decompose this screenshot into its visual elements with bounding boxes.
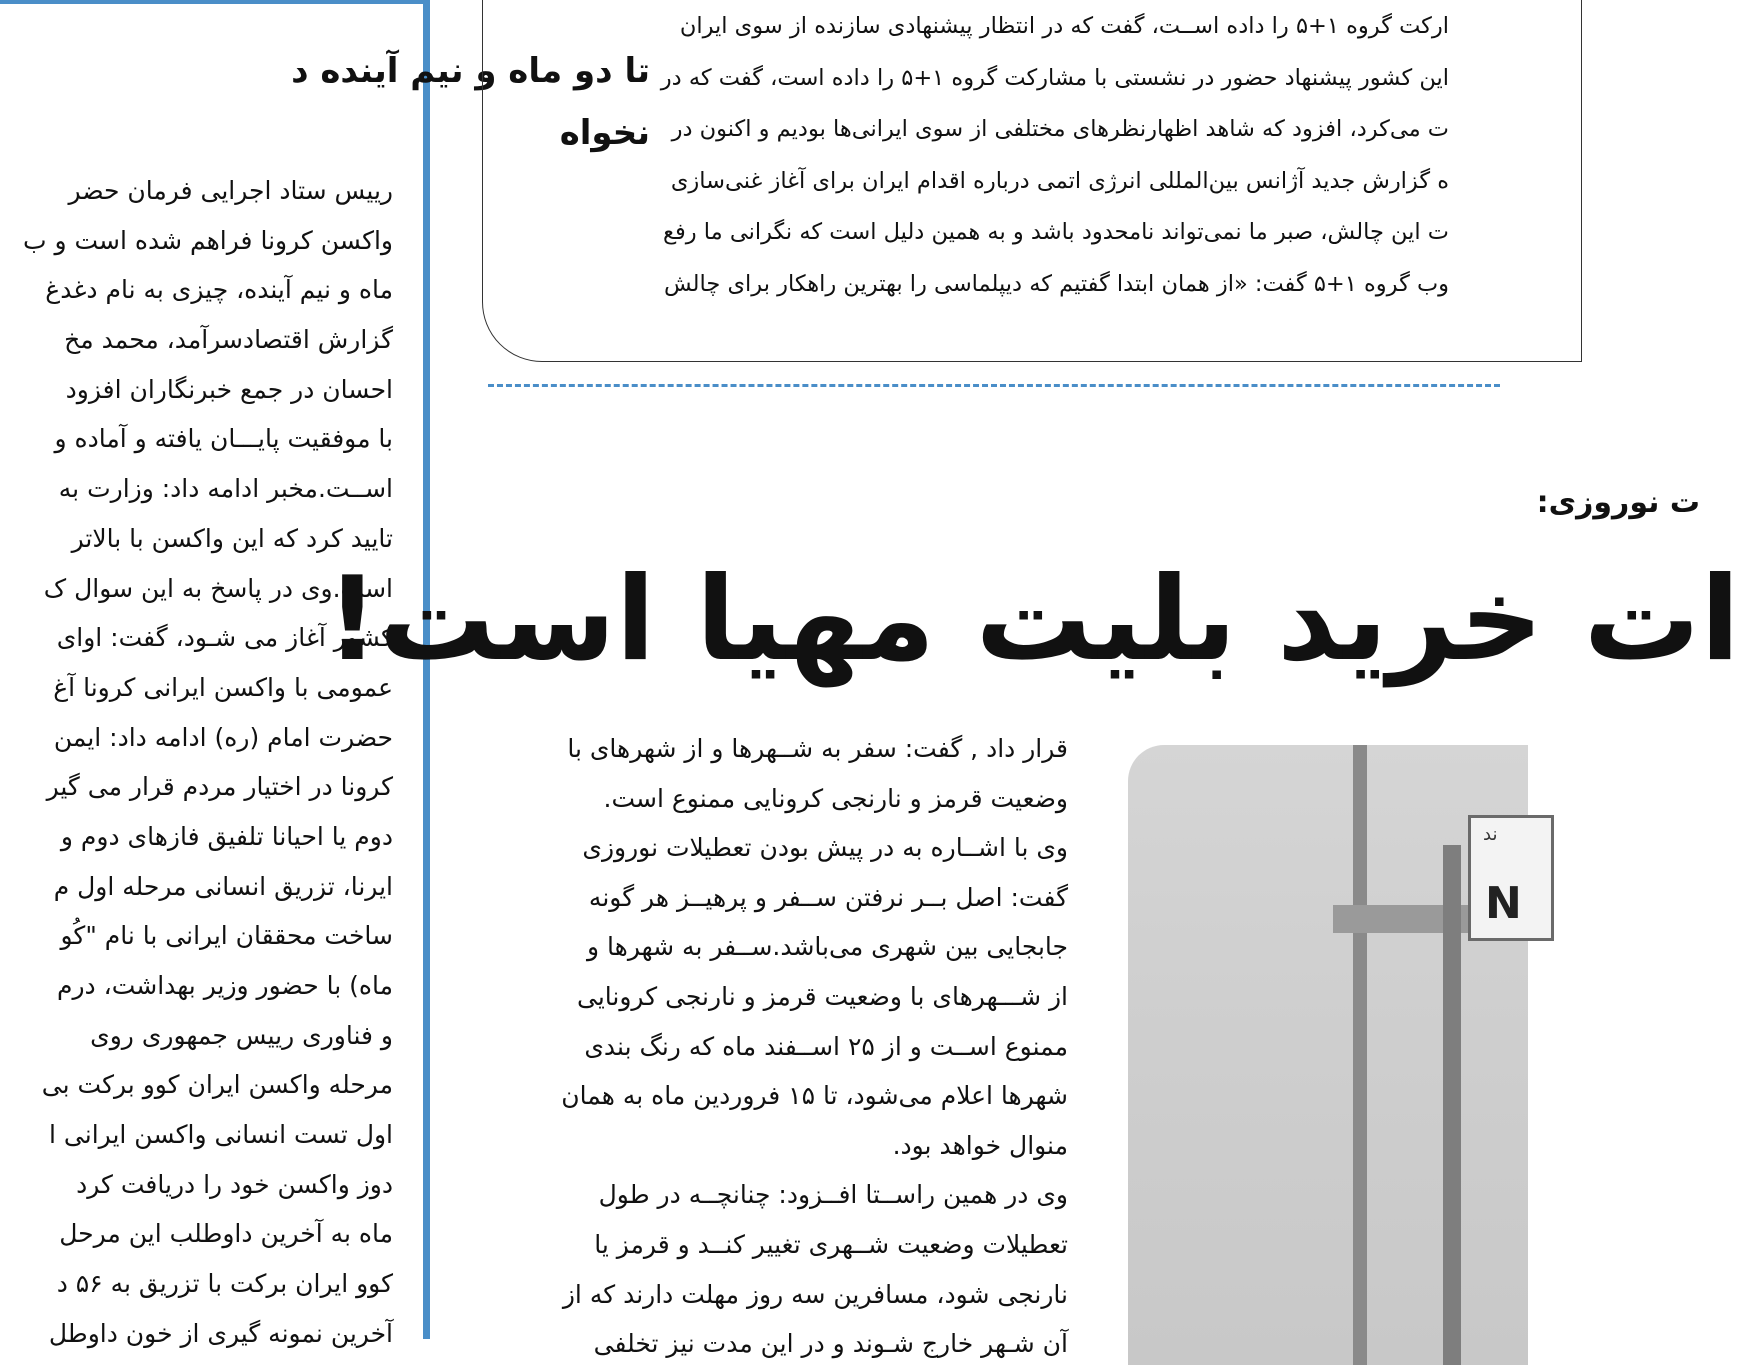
sidebar-line: ایرنا، تزریق انسانی مرحله اول م <box>53 871 393 901</box>
sidebar-line: حضرت امام (ره) ادامه داد: ایمن <box>53 722 393 752</box>
quote-box <box>482 0 1582 362</box>
article-line: از شـــهرهای با وضعیت قرمز و نارنجی کرونایی <box>576 981 1068 1011</box>
quote-line: ه گزارش جدید آژانس بین‌المللی انرژی اتمی درباره اقدام ایران برای آغاز غنی‌سازی <box>670 167 1449 194</box>
sidebar-line: دوز واکسن خود را دریافت کرد <box>76 1169 393 1199</box>
article-photo <box>1128 745 1528 1365</box>
sidebar-line: احسان در جمع خبرنگاران افزود <box>65 374 393 404</box>
sidebar-line: مرحله واکسن ایران کوو برکت بی <box>41 1070 393 1100</box>
article-line: تعطیلات وضعیت شــهری تغییر کنــد و قرمز یا <box>594 1229 1068 1259</box>
quote-line: این کشور پیشنهاد حضور در نشستی با مشارکت گروه ۱+۵ را داده است، گفت که در <box>660 64 1449 91</box>
quote-line: وب گروه ۱+۵ گفت: «از همان ابتدا گفتیم که دیپلماسی را بهترین راهکار برای چالش <box>663 270 1449 297</box>
sidebar-headline-line: نخواه <box>559 113 650 153</box>
article-headline: ات خرید بلیت مهیا است! <box>325 552 1740 687</box>
quote-text <box>449 1 1449 310</box>
sidebar-headline-line: تا دو ماه و نیم آینده د <box>291 51 650 91</box>
quote-line: ارکت گروه ۱+۵ را داده اســت، گفت که در انتظار پیشنهادی سازنده از سوی ایران <box>679 13 1449 39</box>
article-line: آن شـهر خارج شـوند و در این مدت نیز تخلفی <box>593 1329 1068 1359</box>
sidebar-line: ماه به آخرین داوطلب این مرحل <box>59 1219 393 1249</box>
article-body-text <box>488 724 1068 1369</box>
sidebar-line: ماه و نیم آینده، چیزی به نام دغدغ <box>45 275 393 305</box>
article-line: ممنوع اســت و از ۲۵ اســفند ماه که رنگ بندی <box>584 1031 1068 1061</box>
sidebar-line: آخرین نمونه گیری از خون داوطل <box>48 1318 393 1348</box>
article-kicker: ت نوروزی: <box>1536 485 1700 520</box>
sidebar-line: دوم یا احیانا تلفیق فازهای دوم و <box>60 821 393 851</box>
sidebar-line: تایید کرد که این واکسن با بالاتر <box>71 523 393 553</box>
sidebar-line: با موفقیت پایـــان یافته و آماده و <box>54 424 393 454</box>
article-line: وی در همین راســتا افــزود: چنانچــه در طول <box>598 1180 1068 1210</box>
sidebar-line: اول تست انسانی واکسن ایرانی ا <box>49 1120 393 1150</box>
sidebar-line: ساخت محققان ایرانی با نام "کُو <box>60 921 393 951</box>
sidebar-line: اســت.مخبر ادامه داد: وزارت به <box>58 474 393 504</box>
quote-line: ت این چالش، صبر ما نمی‌تواند نامحدود باشد و به همین دلیل است که نگرانی ما رفع <box>663 219 1449 245</box>
sidebar-line: و فناوری رییس جمهوری روی <box>90 1020 393 1050</box>
sidebar-line: رییس ستاد اجرایی فرمان حضر <box>68 176 393 205</box>
sidebar-line: است.وی در پاسخ به این سوال ک <box>43 573 393 603</box>
article-line: منوال خواهد بود. <box>892 1130 1068 1160</box>
article-line: وضعیت قرمز و نارنجی کرونایی ممنوع است. <box>603 783 1068 813</box>
road-sign-small-text: ند <box>1483 824 1498 845</box>
photo-pole-right <box>1443 845 1461 1365</box>
article-line: شهرها اعلام می‌شود، تا ۱۵ فروردین ماه به همان <box>561 1081 1068 1111</box>
sidebar-line: کشور آغاز می شـود، گفت: اوای <box>56 623 393 653</box>
article-line: گفت: اصل بــر نرفتن ســفر و پرهیــز هر گونه <box>588 882 1068 912</box>
sidebar-body-text <box>0 166 393 1359</box>
sidebar-line: گزارش اقتصادسرآمد، محمد مخ <box>64 325 393 355</box>
photo-pole <box>1353 745 1367 1365</box>
sidebar-line: واکسن کرونا فراهم شده است و ب <box>22 225 393 255</box>
sidebar-line: کوو ایران برکت با تزریق به ۵۶ د <box>56 1269 393 1299</box>
sidebar-line: کرونا در اختیار مردم قرار می گیر <box>46 772 393 802</box>
quote-line: ت می‌کرد، افزود که شاهد اظهارنظرهای مختلفی از سوی ایرانی‌ها بودیم و اکنون در <box>671 116 1449 142</box>
article-line: جابجایی بین شهری می‌باشد.ســفر به شهرها و <box>587 932 1068 962</box>
road-sign-big-text: N <box>1485 878 1522 929</box>
article-line: وی با اشــاره به در پیش بودن تعطیلات نوروزی <box>582 833 1068 863</box>
article-line: نارنجی شود، مسافرین سه روز مهلت دارند که از <box>562 1279 1068 1309</box>
article-line: قرار داد , گفت: سفر به شــهرها و از شهرهای با <box>567 734 1068 763</box>
road-sign-image <box>1468 815 1554 941</box>
sidebar-line: ماه) با حضور وزیر بهداشت، درم <box>57 971 393 1000</box>
section-divider <box>488 384 1500 387</box>
sidebar-line: عمومی با واکسن ایرانی کرونا آغ <box>53 672 393 702</box>
